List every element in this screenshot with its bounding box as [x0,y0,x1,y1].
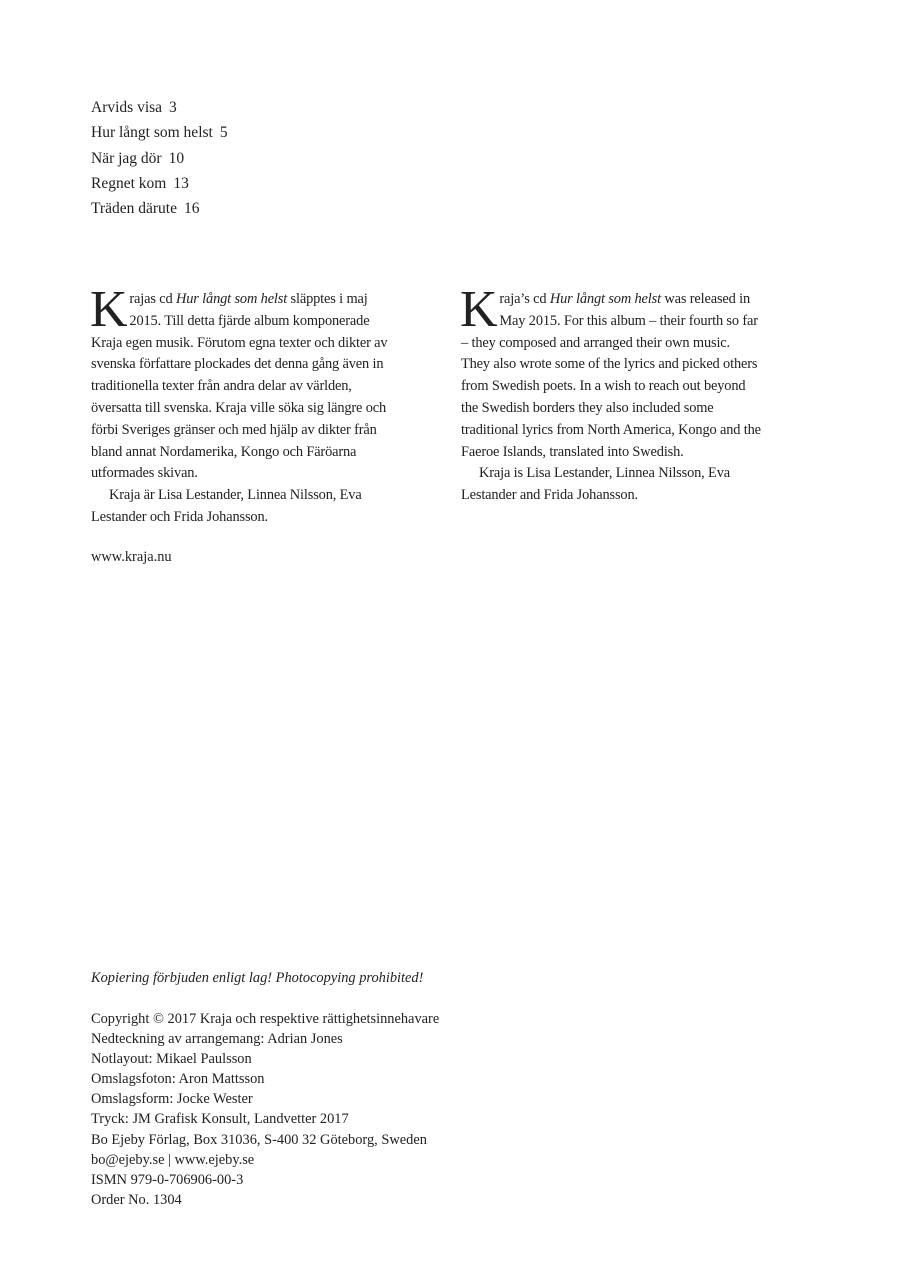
toc-page-number: 5 [219,124,228,142]
toc-title: Regnet kom [91,174,167,192]
credit-line: Omslagsform: Jocke Wester [91,1091,253,1108]
credit-line: Bo Ejeby Förlag, Box 31036, S-400 32 Göteborg, Sweden [91,1131,427,1148]
english-paragraph-1 [460,281,761,463]
toc-page-number: 10 [168,149,185,167]
toc-item [91,171,228,196]
toc-item [91,95,228,120]
toc-title: Arvids visa [91,99,163,116]
toc-page-number: 13 [173,174,189,192]
paragraph-text: was released in May 2015. For this album – their fourth so far – they composed and arranged their own music. They also wrote some of the lyrics and picked others from Swedish poets. In a wish to reach out beyond the Swedish borders they also included some traditional lyrics from North America, Kongo and the Faeroe Islands, translated into Swedish. [461,291,761,460]
english-paragraph-2: Kraja is Lisa Lestander, Linnea Nilsson, Eva Lestander and Frida Johansson. [461,465,730,504]
credit-line: ISMN 979-0-706906-00-3 [91,1171,244,1188]
credit-line: Tryck: JM Grafisk Konsult, Landvetter 2017 [91,1111,349,1128]
toc-page-number: 3 [169,99,177,116]
credit-line: Notlayout: Mikael Paulsson [91,1051,252,1068]
swedish-paragraph-2: Kraja är Lisa Lestander, Linnea Nilsson, Eva Lestander och Frida Johansson. [91,487,362,525]
credits-list [91,1009,439,1210]
toc-item [91,146,228,171]
table-of-contents [91,95,228,221]
credit-line: Order No. 1304 [91,1191,182,1208]
paragraph-text: släpptes i maj 2015. Till detta fjärde album komponerade Kraja egen musik. Förutom egna texter och dikter av svenska författare plockades det denna gång även in traditionella texter från andra delar av världen, översatta till svenska. Kraja ville söka sig längre och förbi Sveriges gränser och med hjälp av dikter från bland annat Nordamerika, Kongo och Färöarna utformades skivan. [91,291,388,482]
website-link[interactable]: www.kraja.nu [91,549,172,565]
credit-line: Omslagsfoton: Aron Mattsson [91,1071,265,1088]
album-title: Hur långt som helst [549,291,661,307]
toc-title: När jag dör [91,149,162,167]
toc-item [91,120,228,145]
copy-warning: Kopiering förbjuden enligt lag! Photocopying prohibited! [91,970,424,986]
toc-title: Hur långt som helst [91,124,213,142]
drop-cap: K [90,281,128,338]
drop-cap: K [460,281,498,338]
toc-page-number: 16 [183,200,200,218]
credit-line: bo@ejeby.se | www.ejeby.se [91,1151,255,1168]
credit-line: Copyright © 2017 Kraja och respektive rättighetsinnehavare [91,1011,440,1027]
english-description [460,281,761,507]
paragraph-start: rajas cd [129,291,176,307]
toc-title: Träden därute [91,200,177,218]
paragraph-start: raja’s cd [499,291,550,307]
album-title: Hur långt som helst [176,291,288,307]
toc-item [91,196,228,221]
swedish-description [90,281,391,529]
swedish-paragraph-1 [90,281,391,485]
credit-line: Nedteckning av arrangemang: Adrian Jones [91,1031,343,1048]
